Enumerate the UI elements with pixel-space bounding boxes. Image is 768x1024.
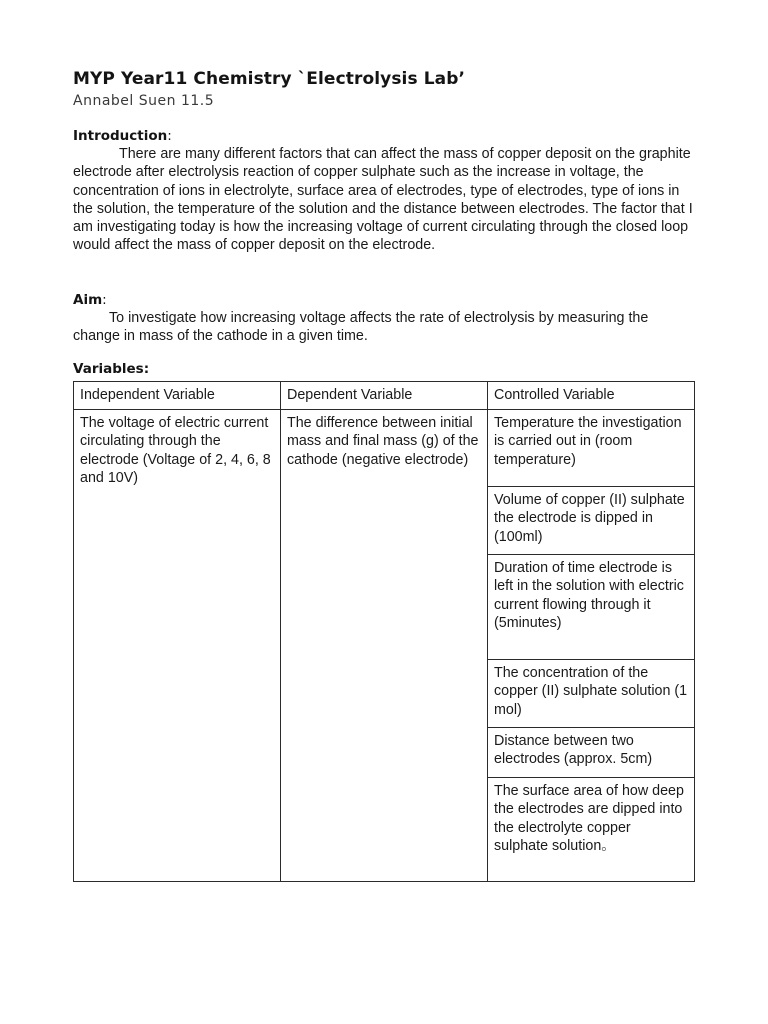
table-header-row [74, 382, 695, 410]
table-row [74, 410, 695, 487]
document-title: MYP Year11 Chemistry `Electrolysis Lab’ [73, 69, 466, 89]
header-dependent: Dependent Variable [281, 382, 488, 410]
controlled-variable-cell: The surface area of how deep the electrodes are dipped into the electrolyte copper sulphate solution。 [488, 778, 695, 882]
aim-section [73, 291, 695, 346]
aim-heading [73, 291, 695, 309]
introduction-colon: : [167, 128, 172, 144]
variables-table [73, 381, 695, 882]
introduction-label: Introduction [73, 128, 168, 144]
introduction-section [73, 127, 695, 255]
aim-colon: : [102, 292, 107, 308]
controlled-variable-cell: Duration of time electrode is left in the solution with electric current flowing through it (5minutes) [488, 555, 695, 660]
header-independent: Independent Variable [74, 382, 281, 410]
author-line: Annabel Suen 11.5 [73, 93, 215, 109]
variables-heading: Variables: [73, 361, 150, 377]
controlled-variable-cell: Temperature the investigation is carried out in (room temperature) [488, 410, 695, 487]
aim-label: Aim [73, 292, 103, 308]
introduction-text: There are many different factors that can affect the mass of copper deposit on the graphite electrode after electrolysis reaction of copper sulphate such as the increase in voltage, the concentration of ions in electrolyte, surface area of electrodes, type of electrodes, type of ions in the solution, the temperature of the solution and the distance between electrodes. The factor that I am investigating today is how the increasing voltage of current circulating through the closed loop would affect the mass of copper deposit on the electrode. [73, 146, 693, 254]
document-page [73, 67, 695, 854]
aim-text: To investigate how increasing voltage affects the rate of electrolysis by measuring the change in mass of the cathode in a given time. [73, 310, 649, 345]
header-controlled: Controlled Variable [488, 382, 695, 410]
controlled-variable-cell: The concentration of the copper (II) sulphate solution (1 mol) [488, 660, 695, 728]
independent-variable-cell: The voltage of electric current circulating through the electrode (Voltage of 2, 4, 6, 8 and 10V) [74, 410, 281, 882]
introduction-heading [73, 127, 695, 145]
dependent-variable-cell: The difference between initial mass and final mass (g) of the cathode (negative electrode) [281, 410, 488, 882]
controlled-variable-cell: Distance between two electrodes (approx. 5cm) [488, 728, 695, 778]
controlled-variable-cell: Volume of copper (II) sulphate the electrode is dipped in (100ml) [488, 487, 695, 555]
